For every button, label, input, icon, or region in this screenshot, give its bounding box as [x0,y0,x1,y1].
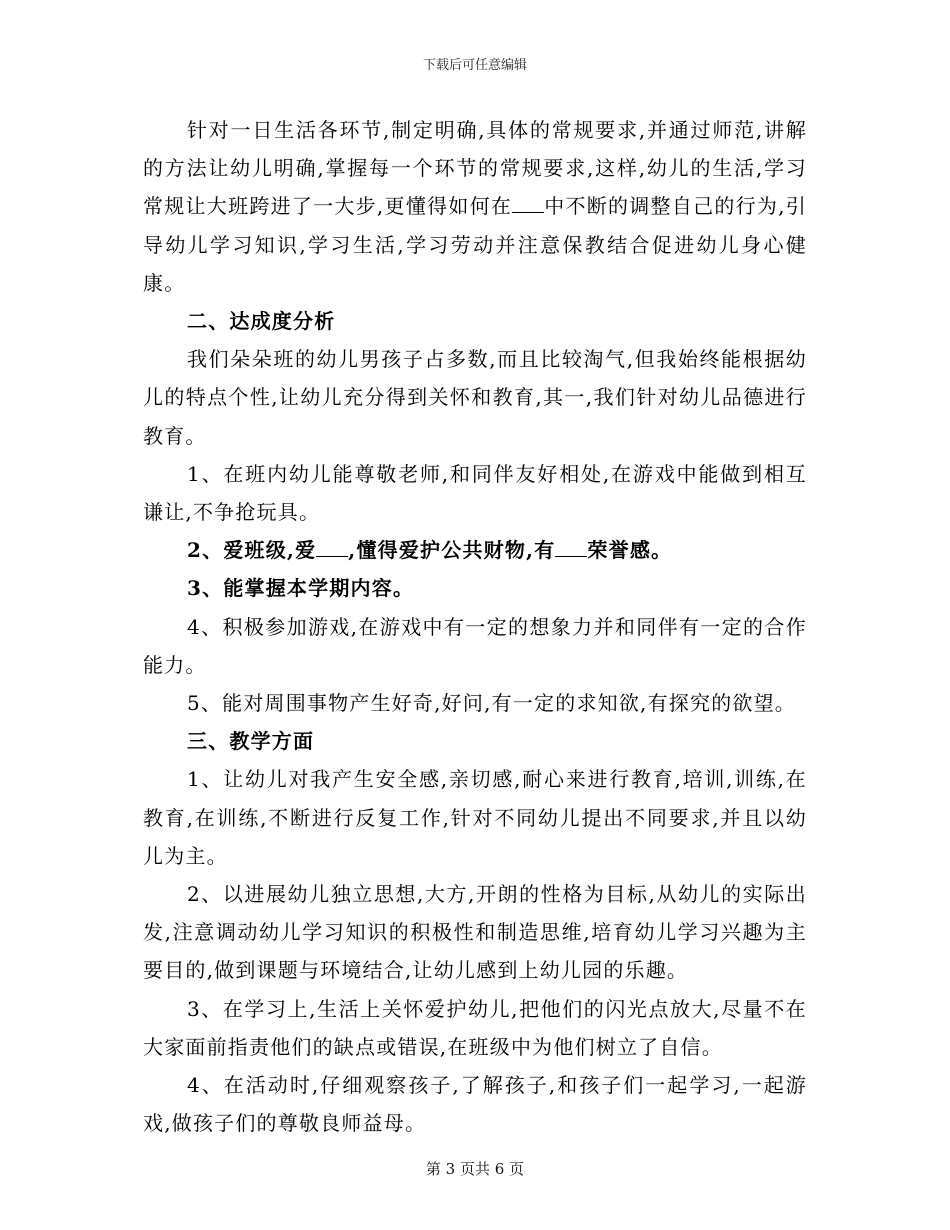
list-item-2 [143,531,807,569]
teaching-item-3: 3、在学习上,生活上关怀爱护幼儿,把他们的闪光点放大,尽量不在大家面前指责他们的缺点或错误,在班级中为他们树立了自信。 [143,996,807,1059]
list-item-2-part-3: 荣誉感。 [587,538,673,563]
paragraph-routine-part-1: 针对一日生活各环节,制定明确,具体的常规要求,并通过师范,讲解的方法让幼儿明确,掌握每一个环节的常规要求,这样,幼儿的生活,学习常规让大班跨进了一大步,更懂得如何在 [143,118,807,219]
list-item-4: 4、积极参加游戏,在游戏中有一定的想象力并和同伴有一定的合作能力。 [143,614,807,677]
paragraph-analysis: 我们朵朵班的幼儿男孩子占多数,而且比较淘气,但我始终能根据幼儿的特点个性,让幼儿充分得到关怀和教育,其一,我们针对幼儿品德进行教育。 [143,347,807,448]
list-item-1: 1、在班内幼儿能尊敬老师,和同伴友好相处,在游戏中能做到相互谦让,不争抢玩具。 [143,461,807,525]
document-body [143,111,807,1142]
page-footer: 第 3 页共 6 页 [425,1160,525,1178]
teaching-item-4: 4、在活动时,仔细观察孩子,了解孩子,和孩子们一起学习,一起游戏,做孩子们的尊敬良师益母。 [143,1073,807,1136]
list-item-2-part-1: 2、爱班级,爱 [187,538,317,563]
section-heading-teaching: 三、教学方面 [187,729,315,754]
fill-blank [316,536,348,557]
teaching-item-1: 1、让幼儿对我产生安全感,亲切感,耐心来进行教育,培训,训练,在教育,在训练,不断进行反复工作,针对不同幼儿提出不同要求,并且以幼儿为主。 [143,767,807,868]
list-item-2-part-2: ,懂得爱护公共财物,有 [348,538,556,563]
fill-blank [555,536,587,557]
paragraph-routine [143,111,807,302]
paragraph-routine-part-2: 中不断的调整自己的行为,引导幼儿学习知识,学习生活,学习劳动并注意保教结合促进幼儿身心健康。 [143,194,807,295]
section-heading-achievement: 二、达成度分析 [187,309,336,334]
fill-blank [512,192,544,213]
list-item-3: 3、能掌握本学期内容。 [187,576,415,601]
list-item-5: 5、能对周围事物产生好奇,好问,有一定的求知欲,有探究的欲望。 [187,691,796,716]
page-header: 下载后可任意编辑 [422,58,527,73]
teaching-item-2: 2、以进展幼儿独立思想,大方,开朗的性格为目标,从幼儿的实际出发,注意调动幼儿学习知识的积极性和制造思维,培育幼儿学习兴趣为主要目的,做到课题与环境结合,让幼儿感到上幼儿园的乐趣。 [143,882,807,983]
